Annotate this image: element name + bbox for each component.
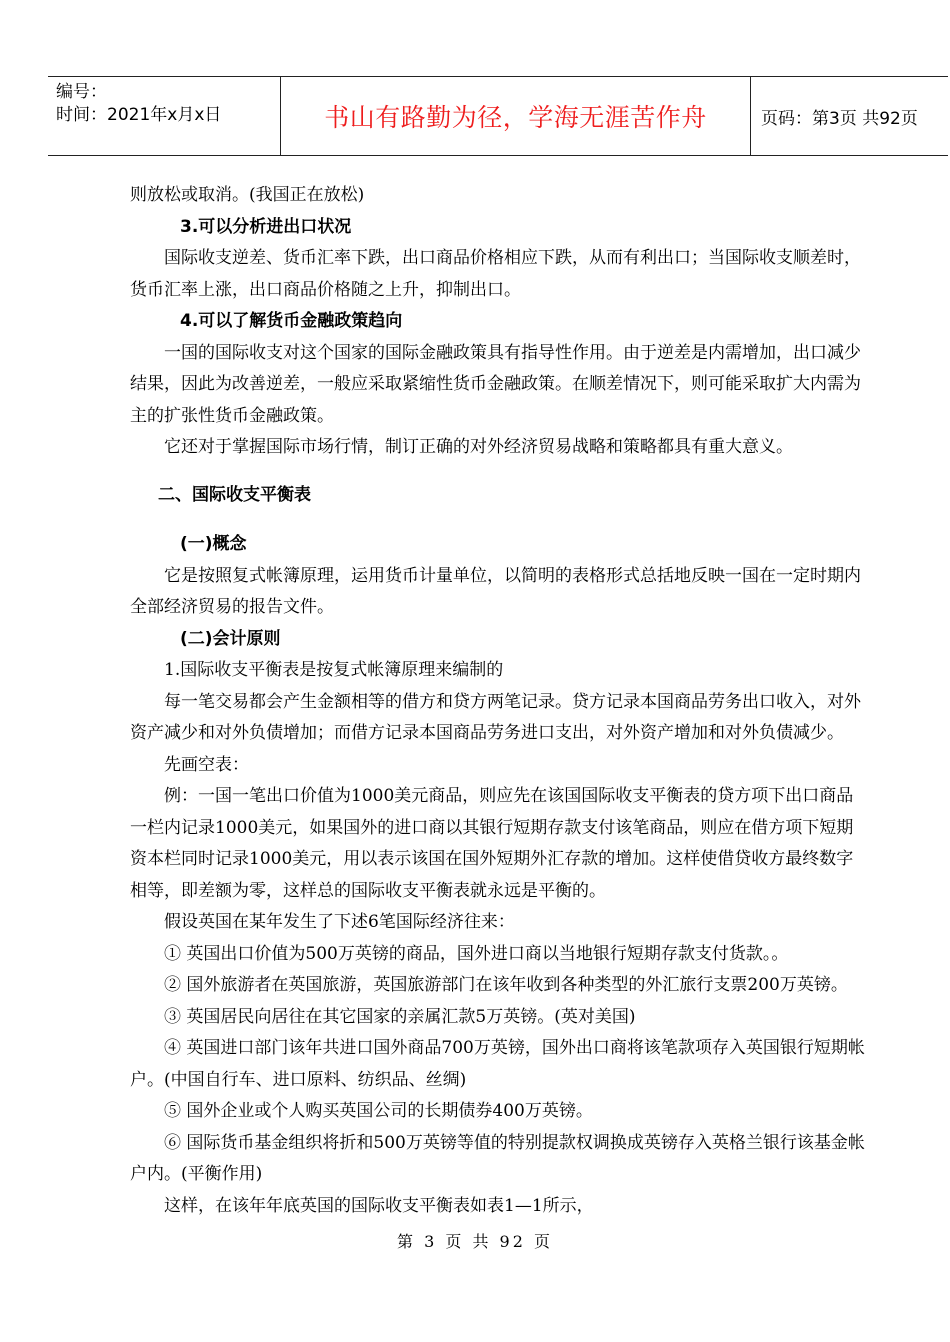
document-body [130, 180, 868, 1222]
paragraph: 它是按照复式帐簿原理，运用货币计量单位，以简明的表格形式总括地反映一国在一定时期内全部经济贸易的报告文件。 [130, 565, 861, 617]
section-heading: 二、国际收支平衡表 [158, 484, 311, 505]
page-header [48, 76, 948, 156]
heading-monetary-policy: 4.可以了解货币金融政策趋向 [180, 311, 403, 331]
paragraph: 例：一国一笔出口价值为1000美元商品，则应先在该国国际收支平衡表的贷方项下出口商品一栏内记录1000美元，如果国外的进口商以其银行短期存款支付该笔商品，则应在借方项下短期资本栏同时记录1000美元，用以表示该国在国外短期外汇存款的增加。这样使借贷收方最终数字相等，即差额为零，这样总的国际收支平衡表就永远是平衡的。 [130, 786, 854, 901]
paragraph: 则放松或取消。(我国正在放松) [130, 185, 365, 205]
subsection-heading-accounting: (二)会计原则 [180, 628, 281, 649]
list-item: ② 国外旅游者在英国旅游，英国旅游部门在该年收到各种类型的外汇旅行支票200万英镑。 [164, 975, 848, 995]
paragraph: 1.国际收支平衡表是按复式帐簿原理来编制的 [164, 660, 504, 680]
time-label: 时间：2021年x月x日 [56, 105, 222, 125]
paragraph: 每一笔交易都会产生金额相等的借方和贷方两笔记录。贷方记录本国商品劳务出口收入，对外资产减少和对外负债增加；而借方记录本国商品劳务进口支出，对外资产增加和对外负债减少。 [130, 691, 861, 743]
header-motto-cell [281, 77, 751, 155]
paragraph: 国际收支逆差、货币汇率下跌，出口商品价格相应下跌，从而有利出口；当国际收支顺差时，货币汇率上涨，出口商品价格随之上升，抑制出口。 [130, 248, 861, 300]
paragraph: 先画空表： [164, 754, 249, 775]
list-item: ⑥ 国际货币基金组织将折和500万英镑等值的特别提款权调换成英镑存入英格兰银行该基金帐户内。(平衡作用) [130, 1132, 865, 1184]
serial-label: 编号： [56, 82, 107, 102]
list-item: ③ 英国居民向居往在其它国家的亲属汇款5万英镑。(英对美国) [164, 1006, 636, 1027]
paragraph: 这样，在该年年底英国的国际收支平衡表如表1—1所示， [164, 1195, 594, 1216]
list-item: ① 英国出口价值为500万英镑的商品，国外进口商以当地银行短期存款支付货款。。 [164, 943, 789, 964]
paragraph: 一国的国际收支对这个国家的国际金融政策具有指导性作用。由于逆差是内需增加，出口减少结果，因此为改善逆差，一般应采取紧缩性货币金融政策。在顺差情况下，则可能采取扩大内需为主的扩张性货币金融政策。 [130, 342, 861, 426]
motto-text: 书山有路勤为径，学海无涯苦作舟 [324, 103, 707, 132]
heading-export-analysis: 3.可以分析进出口状况 [180, 216, 352, 237]
page-code: 页码：第3页 共92页 [761, 108, 918, 129]
paragraph: 假设英国在某年发生了下述6笔国际经济往来： [164, 912, 515, 932]
page-footer: 第 3 页 共 92 页 [397, 1232, 553, 1251]
subsection-heading-concept: (一)概念 [180, 534, 247, 554]
header-page-cell [751, 77, 948, 155]
paragraph: 它还对于掌握国际市场行情，制订正确的对外经济贸易战略和策略都具有重大意义。 [164, 437, 793, 457]
list-item: ⑤ 国外企业或个人购买英国公司的长期债券400万英镑。 [164, 1101, 593, 1121]
list-item: ④ 英国进口部门该年共进口国外商品700万英镑，国外出口商将该笔款项存入英国银行短期帐户。(中国自行车、进口原料、纺织品、丝绸) [130, 1038, 865, 1090]
header-meta [48, 77, 281, 155]
